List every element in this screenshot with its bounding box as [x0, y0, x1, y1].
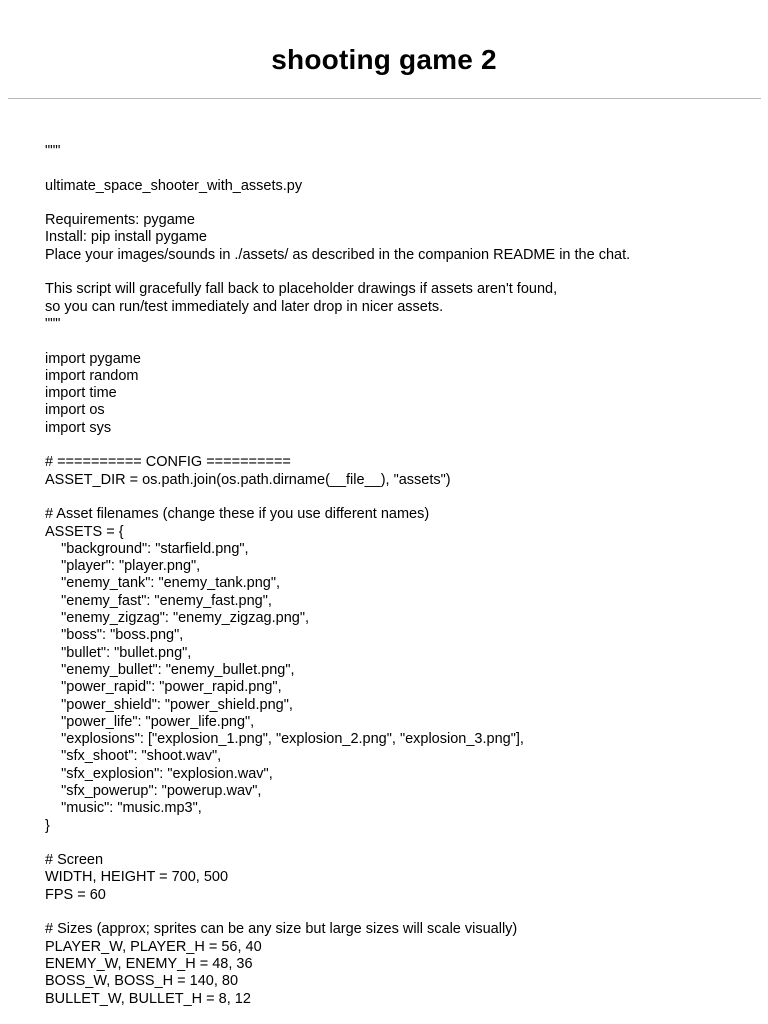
code-line: This script will gracefully fall back to placeholder drawings if assets aren't found, — [45, 281, 558, 298]
code-line: # ========== CONFIG ========== — [45, 454, 291, 471]
code-line: ultimate_space_shooter_with_assets.py — [45, 177, 303, 194]
code-line: "sfx_shoot": "shoot.wav", — [45, 748, 222, 765]
code-line: Place your images/sounds in ./assets/ as described in the companion README in the chat. — [45, 246, 631, 263]
code-line: "enemy_zigzag": "enemy_zigzag.png", — [45, 610, 310, 627]
blank-line — [45, 489, 760, 506]
page-title: shooting game 2 — [271, 44, 497, 75]
code-line: import time — [45, 385, 117, 402]
code-line: BULLET_W, BULLET_H = 8, 12 — [45, 990, 251, 1007]
blank-line — [45, 835, 760, 852]
code-line: BOSS_W, BOSS_H = 140, 80 — [45, 973, 239, 990]
code-line: "power_life": "power_life.png", — [45, 713, 255, 730]
blank-line — [45, 437, 760, 454]
code-line: "explosions": ["explosion_1.png", "explosion_2.png", "explosion_3.png"], — [45, 731, 524, 748]
code-line: "player": "player.png", — [45, 558, 201, 575]
code-line: "boss": "boss.png", — [45, 627, 184, 644]
code-line: so you can run/test immediately and later drop in nicer assets. — [45, 298, 444, 315]
code-line: "enemy_tank": "enemy_tank.png", — [45, 575, 280, 592]
blank-line — [45, 333, 760, 350]
code-line: "sfx_powerup": "powerup.wav", — [45, 782, 262, 799]
title-divider — [8, 98, 761, 99]
code-line: ENEMY_W, ENEMY_H = 48, 36 — [45, 955, 253, 972]
code-line: import os — [45, 402, 105, 419]
code-line: "enemy_fast": "enemy_fast.png", — [45, 592, 272, 609]
code-line: "enemy_bullet": "enemy_bullet.png", — [45, 661, 295, 678]
code-line: import sys — [45, 419, 112, 436]
code-line: "bullet": "bullet.png", — [45, 644, 192, 661]
code-line: Install: pip install pygame — [45, 229, 207, 246]
code-line: Requirements: pygame — [45, 212, 195, 229]
code-line: ASSET_DIR = os.path.join(os.path.dirname(__file__), "assets") — [45, 471, 451, 488]
blank-line — [45, 160, 760, 177]
code-line: import pygame — [45, 350, 141, 367]
code-line: # Sizes (approx; sprites can be any size but large sizes will scale visually) — [45, 921, 518, 938]
blank-line — [45, 904, 760, 921]
code-line: "sfx_explosion": "explosion.wav", — [45, 765, 273, 782]
code-line: } — [45, 817, 50, 834]
code-line: FPS = 60 — [45, 886, 106, 903]
code-line: WIDTH, HEIGHT = 700, 500 — [45, 869, 229, 886]
code-line: import random — [45, 367, 139, 384]
code-line: "power_shield": "power_shield.png", — [45, 696, 293, 713]
code-line: """ — [45, 315, 61, 332]
blank-line — [45, 264, 760, 281]
code-line: # Screen — [45, 852, 104, 869]
code-line: # Asset filenames (change these if you use different names) — [45, 506, 430, 523]
code-line: """ — [45, 143, 61, 159]
code-line: "music": "music.mp3", — [45, 800, 202, 817]
code-line: ASSETS = { — [45, 523, 124, 540]
blank-line — [45, 195, 760, 212]
code-line: "power_rapid": "power_rapid.png", — [45, 679, 282, 696]
document-body — [45, 143, 760, 1008]
code-line: PLAYER_W, PLAYER_H = 56, 40 — [45, 938, 262, 955]
code-line: "background": "starfield.png", — [45, 540, 249, 557]
